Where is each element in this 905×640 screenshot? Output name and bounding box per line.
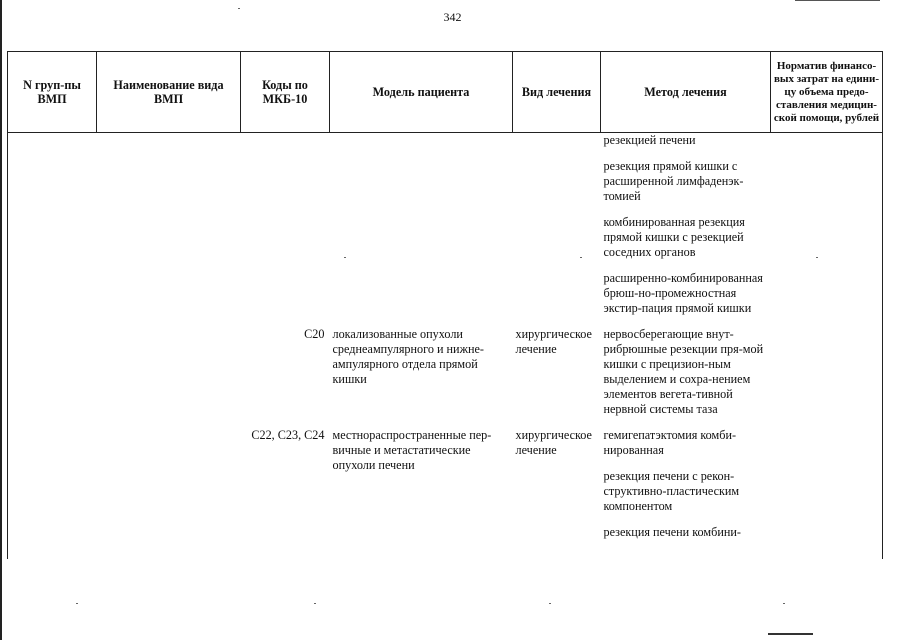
patient-model-cell [330,133,513,328]
treatment-method-cell [601,327,771,428]
header-vmp-name: Наименование вида ВМП [97,52,241,133]
treatment-type-cell: хирургическое лечение [515,327,592,356]
scan-speck [783,603,785,604]
header-treatment-type: Вид лечения [513,52,601,133]
cost-norm-cell [771,327,883,428]
patient-model-cell [330,551,513,559]
scan-speck [580,257,582,258]
table-row [8,133,883,328]
table-row [8,327,883,428]
table-row-filler [8,551,883,559]
header-treatment-method: Метод лечения [601,52,771,133]
method-item: резекция печени с рекон-структивно-пластическим компонентом [603,469,740,513]
cost-norm-cell [771,428,883,551]
header-cost-norm: Норматив финансо-вых затрат на едини-цу объема предо-ставления медицин-ской помощи, рублей [771,52,883,133]
method-item: резекция печени комбини- [603,525,741,539]
treatment-method-cell [601,551,771,559]
method-item: гемигепатэктомия комби-нированная [603,428,737,457]
header-icd-codes: Коды по МКБ-10 [241,52,330,133]
icd-codes-cell: C22, C23, C24 [251,428,325,442]
header-group: N груп-пы ВМП [8,52,97,133]
vmp-name-cell [97,551,241,559]
method-item: нервосберегающие внут-рибрюшные резекции пря-мой кишки с прецизион-ным выделением и сохра-нением элементов вегета-тивной нервной системы таза [603,327,764,416]
treatment-method-cell [601,133,771,328]
scan-speck [76,603,78,604]
page-number: 342 [443,10,462,24]
icd-codes-cell [241,551,330,559]
method-item: расширенно-комбинированная брюш-но-промежностная экстир-пация прямой кишки [603,271,763,315]
scan-speck [816,257,818,258]
top-rule [795,0,880,1]
patient-model-cell: местнораспространенные пер-вичные и метастатические опухоли печени [332,428,492,472]
scan-speck [344,257,346,258]
group-cell [8,551,97,559]
bottom-rule [768,633,813,635]
icd-codes-cell [241,133,330,328]
cost-norm-cell [771,551,883,559]
scan-speck [314,603,316,604]
page-left-edge [0,0,2,640]
icd-codes-cell: C20 [304,327,325,341]
scan-speck [549,603,551,604]
method-item: резекцией печени [603,133,696,147]
group-cell [8,327,97,428]
table-row [8,428,883,551]
vmp-name-cell [97,327,241,428]
cost-norm-cell [771,133,883,328]
treatment-type-cell [513,133,601,328]
patient-model-cell: локализованные опухоли среднеампулярного и нижне-ампулярного отдела прямой кишки [332,327,484,386]
method-item: резекция прямой кишки с расширенной лимфаденэк-томией [603,159,744,203]
table-header-row [8,52,883,133]
vmp-name-cell [97,428,241,551]
method-item: комбинированная резекция прямой кишки с резекцией соседних органов [603,215,745,259]
treatment-method-cell [601,428,771,551]
treatment-type-cell [513,551,601,559]
vmp-name-cell [97,133,241,328]
group-cell [8,133,97,328]
header-patient-model: Модель пациента [330,52,513,133]
treatment-type-cell: хирургическое лечение [515,428,592,457]
group-cell [8,428,97,551]
vmp-table [7,51,883,559]
scan-speck [238,8,240,9]
